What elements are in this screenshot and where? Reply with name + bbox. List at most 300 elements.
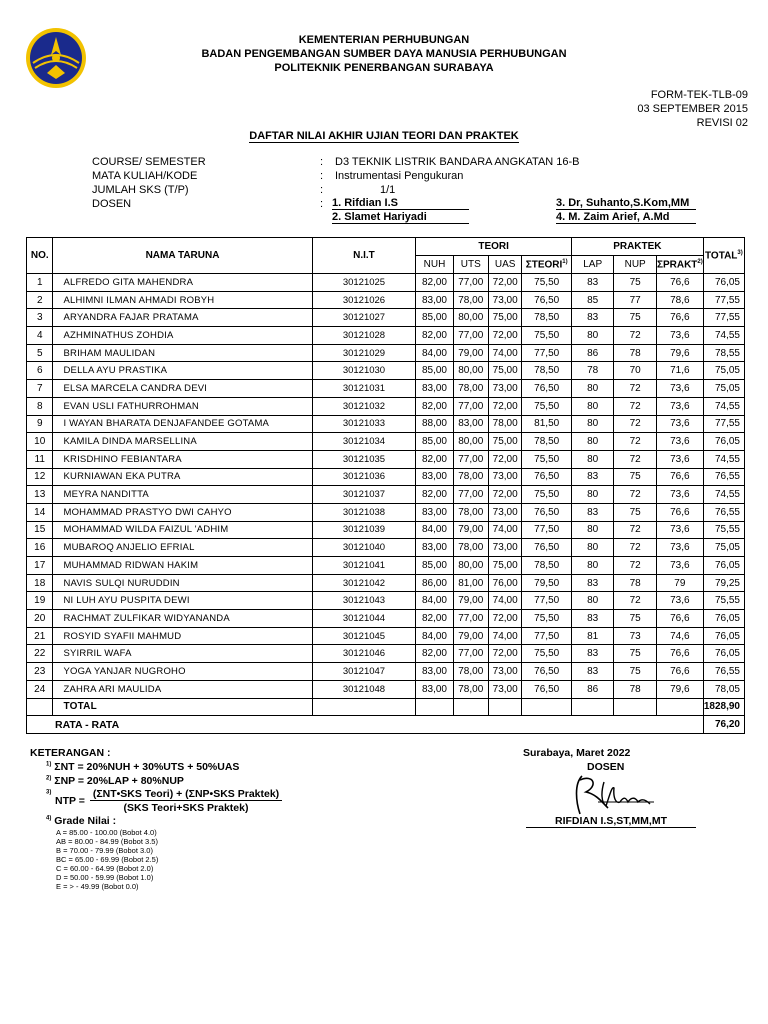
score-total: 74,55 — [703, 486, 744, 504]
score-lap: 83 — [571, 663, 613, 681]
score-nup: 72 — [614, 592, 657, 610]
row-no: 3 — [27, 309, 53, 327]
score-sum-teori: 76,50 — [522, 503, 572, 521]
score-nup: 78 — [614, 680, 657, 698]
colon: : — [320, 156, 324, 168]
score-nup: 72 — [614, 397, 657, 415]
score-uts: 80,00 — [453, 362, 488, 380]
place-date: Surabaya, Maret 2022 — [523, 747, 631, 759]
score-uas: 75,00 — [488, 309, 521, 327]
score-sum-teori: 77,50 — [522, 592, 572, 610]
table-row — [27, 291, 745, 309]
ntp-numerator: (ΣNT•SKS Teori) + (ΣNP•SKS Praktek) — [90, 788, 282, 801]
score-uts: 78,00 — [453, 291, 488, 309]
score-nup: 78 — [614, 344, 657, 362]
row-no: 9 — [27, 415, 53, 433]
row-no: 5 — [27, 344, 53, 362]
score-lap: 85 — [571, 291, 613, 309]
average-label: RATA - RATA — [27, 716, 704, 734]
score-sum-teori: 75,50 — [522, 397, 572, 415]
student-nit: 30121044 — [312, 610, 416, 628]
student-name: ZAHRA ARI MAULIDA — [53, 680, 312, 698]
total-value: 1828,90 — [703, 698, 744, 716]
score-nup: 75 — [614, 645, 657, 663]
score-lap: 83 — [571, 503, 613, 521]
score-uas: 73,00 — [488, 291, 521, 309]
score-lap: 86 — [571, 680, 613, 698]
score-nup: 72 — [614, 450, 657, 468]
table-row — [27, 663, 745, 681]
score-nup: 78 — [614, 574, 657, 592]
table-row — [27, 521, 745, 539]
score-sum-prakt: 73,6 — [656, 380, 703, 398]
score-sum-teori: 75,50 — [522, 645, 572, 663]
score-lap: 80 — [571, 521, 613, 539]
student-nit: 30121047 — [312, 663, 416, 681]
signer-role: DOSEN — [587, 761, 625, 773]
score-uas: 72,00 — [488, 274, 521, 292]
score-uas: 75,00 — [488, 557, 521, 575]
score-total: 76,05 — [703, 274, 744, 292]
score-uts: 81,00 — [453, 574, 488, 592]
student-name: AZHMINATHUS ZOHDIA — [53, 327, 312, 345]
table-row — [27, 468, 745, 486]
score-total: 74,55 — [703, 397, 744, 415]
grade-line: BC = 65.00 - 69.99 (Bobot 2.5) — [56, 855, 159, 864]
score-lap: 83 — [571, 610, 613, 628]
sum-teori-text: ΣTEORI — [525, 259, 563, 271]
table-row — [27, 309, 745, 327]
score-total: 74,55 — [703, 327, 744, 345]
score-sum-teori: 75,50 — [522, 274, 572, 292]
row-no: 17 — [27, 557, 53, 575]
row-no: 2 — [27, 291, 53, 309]
score-uas: 76,00 — [488, 574, 521, 592]
note-3-sup-text: 3) — [46, 789, 52, 796]
grade-line: A = 85.00 - 100.00 (Bobot 4.0) — [56, 828, 157, 837]
score-sum-prakt: 73,6 — [656, 557, 703, 575]
score-sum-teori: 76,50 — [522, 291, 572, 309]
score-sum-teori: 76,50 — [522, 539, 572, 557]
score-total: 76,05 — [703, 645, 744, 663]
score-sum-teori: 75,50 — [522, 327, 572, 345]
score-uas: 73,00 — [488, 380, 521, 398]
grades-table — [26, 237, 745, 734]
score-lap: 80 — [571, 539, 613, 557]
score-uas: 74,00 — [488, 592, 521, 610]
score-sum-prakt: 76,6 — [656, 645, 703, 663]
row-no: 18 — [27, 574, 53, 592]
sks-value: 1/1 — [380, 184, 396, 196]
student-nit: 30121040 — [312, 539, 416, 557]
score-nup: 77 — [614, 291, 657, 309]
student-name: DELLA AYU PRASTIKA — [53, 362, 312, 380]
lecturer-1: 1. Rifdian I.S — [332, 197, 469, 210]
student-nit: 30121039 — [312, 521, 416, 539]
score-uas: 75,00 — [488, 433, 521, 451]
table-row — [27, 645, 745, 663]
score-sum-prakt: 73,6 — [656, 592, 703, 610]
score-lap: 80 — [571, 327, 613, 345]
student-nit: 30121028 — [312, 327, 416, 345]
score-uts: 77,00 — [453, 645, 488, 663]
score-total: 77,55 — [703, 291, 744, 309]
lecturer-label: DOSEN — [92, 198, 132, 210]
score-nup: 75 — [614, 503, 657, 521]
student-nit: 30121033 — [312, 415, 416, 433]
score-lap: 80 — [571, 486, 613, 504]
score-sum-teori: 81,50 — [522, 415, 572, 433]
score-nuh: 82,00 — [416, 645, 453, 663]
score-sum-teori: 78,50 — [522, 557, 572, 575]
score-total: 75,05 — [703, 539, 744, 557]
score-lap: 80 — [571, 380, 613, 398]
score-uas: 72,00 — [488, 610, 521, 628]
student-name: EVAN USLI FATHURROHMAN — [53, 397, 312, 415]
table-row — [27, 557, 745, 575]
score-sum-prakt: 73,6 — [656, 397, 703, 415]
row-no: 15 — [27, 521, 53, 539]
student-nit: 30121031 — [312, 380, 416, 398]
student-name: KURNIAWAN EKA PUTRA — [53, 468, 312, 486]
score-sum-teori: 76,50 — [522, 663, 572, 681]
row-no: 20 — [27, 610, 53, 628]
score-sum-prakt: 73,6 — [656, 433, 703, 451]
score-total: 74,55 — [703, 450, 744, 468]
score-nup: 72 — [614, 521, 657, 539]
course-value: D3 TEKNIK LISTRIK BANDARA ANGKATAN 16-B — [335, 156, 580, 168]
score-sum-teori: 78,50 — [522, 362, 572, 380]
row-no: 24 — [27, 680, 53, 698]
student-nit: 30121026 — [312, 291, 416, 309]
score-sum-teori: 77,50 — [522, 627, 572, 645]
student-name: ALHIMNI ILMAN AHMADI ROBYH — [53, 291, 312, 309]
note-2-sup: 2) — [46, 775, 52, 782]
row-no: 6 — [27, 362, 53, 380]
score-sum-teori: 77,50 — [522, 344, 572, 362]
note-1-text: ΣNT = 20%NUH + 30%UTS + 50%UAS — [54, 761, 240, 773]
student-name: BRIHAM MAULIDAN — [53, 344, 312, 362]
table-row — [27, 592, 745, 610]
table-row — [27, 486, 745, 504]
average-value: 76,20 — [703, 716, 744, 734]
score-lap: 83 — [571, 468, 613, 486]
student-name: RACHMAT ZULFIKAR WIDYANANDA — [53, 610, 312, 628]
score-sum-teori: 75,50 — [522, 486, 572, 504]
score-sum-prakt: 79,6 — [656, 344, 703, 362]
row-no: 1 — [27, 274, 53, 292]
col-header-total — [703, 238, 744, 274]
table-row — [27, 680, 745, 698]
table-row — [27, 327, 745, 345]
score-uts: 80,00 — [453, 309, 488, 327]
score-total: 75,05 — [703, 380, 744, 398]
score-sum-teori: 78,50 — [522, 309, 572, 327]
score-uas: 75,00 — [488, 362, 521, 380]
score-nup: 72 — [614, 557, 657, 575]
student-name: NI LUH AYU PUSPITA DEWI — [53, 592, 312, 610]
score-nup: 75 — [614, 274, 657, 292]
score-nup: 75 — [614, 309, 657, 327]
score-nuh: 82,00 — [416, 450, 453, 468]
score-sum-prakt: 76,6 — [656, 663, 703, 681]
score-uas: 73,00 — [488, 503, 521, 521]
score-nuh: 85,00 — [416, 433, 453, 451]
score-sum-teori: 79,50 — [522, 574, 572, 592]
score-total: 76,05 — [703, 433, 744, 451]
score-total: 79,25 — [703, 574, 744, 592]
student-name: MUHAMMAD RIDWAN HAKIM — [53, 557, 312, 575]
table-row — [27, 362, 745, 380]
score-uts: 77,00 — [453, 450, 488, 468]
score-uts: 78,00 — [453, 503, 488, 521]
student-name: NAVIS SULQI NURUDDIN — [53, 574, 312, 592]
student-nit: 30121034 — [312, 433, 416, 451]
row-no: 16 — [27, 539, 53, 557]
student-nit: 30121027 — [312, 309, 416, 327]
col-header-name: NAMA TARUNA — [53, 238, 312, 274]
score-nuh: 82,00 — [416, 397, 453, 415]
row-no: 8 — [27, 397, 53, 415]
score-nuh: 85,00 — [416, 557, 453, 575]
score-lap: 81 — [571, 627, 613, 645]
score-nup: 72 — [614, 433, 657, 451]
notes-title: KETERANGAN : — [30, 747, 111, 759]
student-name: ARYANDRA FAJAR PRATAMA — [53, 309, 312, 327]
score-nup: 70 — [614, 362, 657, 380]
score-sum-prakt: 73,6 — [656, 415, 703, 433]
score-nuh: 83,00 — [416, 468, 453, 486]
score-lap: 83 — [571, 309, 613, 327]
score-lap: 80 — [571, 592, 613, 610]
grade-line: E = > - 49.99 (Bobot 0.0) — [56, 882, 139, 891]
table-row — [27, 450, 745, 468]
score-lap: 83 — [571, 645, 613, 663]
score-total: 75,55 — [703, 521, 744, 539]
student-name: SYIRRIL WAFA — [53, 645, 312, 663]
row-no: 7 — [27, 380, 53, 398]
score-uas: 74,00 — [488, 627, 521, 645]
form-revision: REVISI 02 — [696, 117, 748, 129]
row-no: 14 — [27, 503, 53, 521]
col-header-no: NO. — [27, 238, 53, 274]
score-sum-teori: 77,50 — [522, 521, 572, 539]
score-sum-prakt: 76,6 — [656, 610, 703, 628]
score-sum-prakt: 73,6 — [656, 486, 703, 504]
score-total: 78,55 — [703, 344, 744, 362]
student-name: MOHAMMAD PRASTYO DWI CAHYO — [53, 503, 312, 521]
score-sum-prakt: 76,6 — [656, 503, 703, 521]
score-lap: 86 — [571, 344, 613, 362]
table-row — [27, 433, 745, 451]
row-no: 12 — [27, 468, 53, 486]
score-nuh: 82,00 — [416, 327, 453, 345]
student-nit: 30121037 — [312, 486, 416, 504]
score-total: 78,05 — [703, 680, 744, 698]
score-uts: 77,00 — [453, 274, 488, 292]
note-3-sup — [46, 789, 51, 801]
score-nuh: 82,00 — [416, 274, 453, 292]
score-sum-teori: 75,50 — [522, 450, 572, 468]
row-no: 10 — [27, 433, 53, 451]
score-nuh: 86,00 — [416, 574, 453, 592]
score-total: 75,05 — [703, 362, 744, 380]
student-name: ALFREDO GITA MAHENDRA — [53, 274, 312, 292]
student-name: MOHAMMAD WILDA FAIZUL 'ADHIM — [53, 521, 312, 539]
col-header-sum-prakt — [656, 256, 703, 274]
score-lap: 80 — [571, 433, 613, 451]
student-nit: 30121046 — [312, 645, 416, 663]
score-total: 76,05 — [703, 610, 744, 628]
student-nit: 30121035 — [312, 450, 416, 468]
handwritten-signature — [568, 772, 658, 818]
col-header-lap: LAP — [571, 256, 613, 274]
score-total: 76,55 — [703, 663, 744, 681]
sks-label: JUMLAH SKS (T/P) — [92, 184, 189, 196]
score-total: 77,55 — [703, 415, 744, 433]
table-row — [27, 344, 745, 362]
score-sum-prakt: 73,6 — [656, 539, 703, 557]
student-nit: 30121042 — [312, 574, 416, 592]
student-nit: 30121030 — [312, 362, 416, 380]
grade-line: D = 50.00 - 59.99 (Bobot 1.0) — [56, 873, 154, 882]
score-uas: 72,00 — [488, 397, 521, 415]
col-header-praktek: PRAKTEK — [571, 238, 703, 256]
student-name: MUBAROQ ANJELIO EFRIAL — [53, 539, 312, 557]
sum-prakt-text: ΣPRAKT — [656, 259, 698, 271]
row-no: 11 — [27, 450, 53, 468]
score-uas: 73,00 — [488, 468, 521, 486]
student-nit: 30121038 — [312, 503, 416, 521]
score-sum-teori: 76,50 — [522, 468, 572, 486]
student-nit: 30121041 — [312, 557, 416, 575]
score-sum-prakt: 74,6 — [656, 627, 703, 645]
grade-line: AB = 80.00 - 84.99 (Bobot 3.5) — [56, 837, 158, 846]
score-nuh: 83,00 — [416, 680, 453, 698]
score-uts: 78,00 — [453, 539, 488, 557]
col-header-nit: N.I.T — [312, 238, 416, 274]
row-no: 22 — [27, 645, 53, 663]
score-uts: 78,00 — [453, 380, 488, 398]
score-sum-prakt: 79 — [656, 574, 703, 592]
score-sum-prakt: 76,6 — [656, 468, 703, 486]
score-uts: 83,00 — [453, 415, 488, 433]
student-nit: 30121032 — [312, 397, 416, 415]
table-row — [27, 627, 745, 645]
score-sum-teori: 76,50 — [522, 380, 572, 398]
note-4-sup: 4) — [46, 815, 52, 822]
student-name: ROSYID SYAFII MAHMUD — [53, 627, 312, 645]
score-uts: 78,00 — [453, 663, 488, 681]
subject-value: Instrumentasi Pengukuran — [335, 170, 464, 182]
score-total: 75,55 — [703, 592, 744, 610]
col-header-nuh: NUH — [416, 256, 453, 274]
score-uas: 73,00 — [488, 539, 521, 557]
score-uts: 77,00 — [453, 486, 488, 504]
score-nuh: 82,00 — [416, 486, 453, 504]
table-row — [27, 274, 745, 292]
student-nit: 30121043 — [312, 592, 416, 610]
score-total: 77,55 — [703, 309, 744, 327]
score-uas: 74,00 — [488, 521, 521, 539]
score-uts: 79,00 — [453, 344, 488, 362]
grade-line: C = 60.00 - 64.99 (Bobot 2.0) — [56, 864, 154, 873]
score-sum-teori: 76,50 — [522, 680, 572, 698]
grade-title-text: Grade Nilai : — [54, 815, 117, 827]
student-name: MEYRA NANDITTA — [53, 486, 312, 504]
student-nit: 30121048 — [312, 680, 416, 698]
score-nup: 75 — [614, 610, 657, 628]
table-row — [27, 610, 745, 628]
score-uts: 77,00 — [453, 327, 488, 345]
score-sum-prakt: 71,6 — [656, 362, 703, 380]
score-sum-prakt: 78,6 — [656, 291, 703, 309]
document-title: DAFTAR NILAI AKHIR UJIAN TEORI DAN PRAKTEK — [249, 130, 519, 142]
score-nup: 72 — [614, 415, 657, 433]
score-uts: 78,00 — [453, 680, 488, 698]
colon: : — [320, 198, 324, 210]
lecturer-2: 2. Slamet Hariyadi — [332, 211, 469, 224]
score-lap: 80 — [571, 415, 613, 433]
signer-name: RIFDIAN I.S,ST,MM,MT — [526, 815, 696, 828]
col-header-uas: UAS — [488, 256, 521, 274]
student-name: KRISDHINO FEBIANTARA — [53, 450, 312, 468]
header-polytechnic: POLITEKNIK PENERBANGAN SURABAYA — [274, 62, 494, 74]
colon: : — [320, 184, 324, 196]
score-uts: 80,00 — [453, 433, 488, 451]
table-row — [27, 380, 745, 398]
score-nuh: 84,00 — [416, 344, 453, 362]
score-sum-prakt: 73,6 — [656, 327, 703, 345]
score-total: 76,55 — [703, 503, 744, 521]
score-nup: 73 — [614, 627, 657, 645]
score-nup: 72 — [614, 539, 657, 557]
score-nuh: 83,00 — [416, 503, 453, 521]
score-nuh: 83,00 — [416, 380, 453, 398]
lecturer-4: 4. M. Zaim Arief, A.Md — [556, 211, 696, 224]
grade-title — [46, 815, 116, 827]
score-nuh: 84,00 — [416, 521, 453, 539]
score-nuh: 84,00 — [416, 627, 453, 645]
score-sum-teori: 75,50 — [522, 610, 572, 628]
row-no: 21 — [27, 627, 53, 645]
score-total: 76,05 — [703, 557, 744, 575]
score-lap: 80 — [571, 397, 613, 415]
score-nuh: 83,00 — [416, 291, 453, 309]
score-lap: 80 — [571, 557, 613, 575]
student-nit: 30121045 — [312, 627, 416, 645]
ntp-denominator: (SKS Teori+SKS Praktek) — [123, 802, 249, 814]
score-nuh: 88,00 — [416, 415, 453, 433]
score-total: 76,05 — [703, 627, 744, 645]
score-uas: 78,00 — [488, 415, 521, 433]
note-1 — [46, 761, 239, 773]
score-sum-prakt: 73,6 — [656, 521, 703, 539]
score-total: 76,55 — [703, 468, 744, 486]
table-row — [27, 503, 745, 521]
score-uts: 77,00 — [453, 397, 488, 415]
student-nit: 30121025 — [312, 274, 416, 292]
col-header-nup: NUP — [614, 256, 657, 274]
score-uas: 73,00 — [488, 663, 521, 681]
lecturer-3: 3. Dr, Suhanto,S.Kom,MM — [556, 197, 696, 210]
score-nuh: 85,00 — [416, 309, 453, 327]
row-no: 13 — [27, 486, 53, 504]
header-agency: BADAN PENGEMBANGAN SUMBER DAYA MANUSIA PERHUBUNGAN — [201, 48, 567, 60]
score-lap: 83 — [571, 274, 613, 292]
row-no: 19 — [27, 592, 53, 610]
score-uas: 72,00 — [488, 450, 521, 468]
